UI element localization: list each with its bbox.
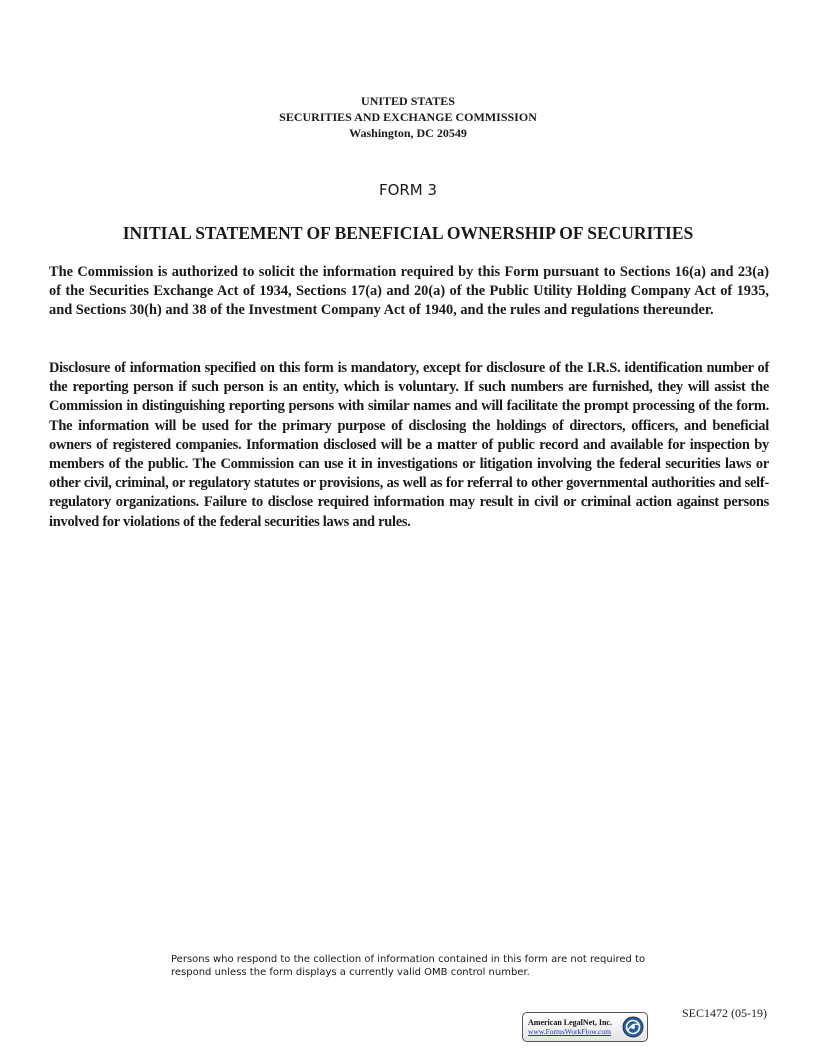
agency-country: UNITED STATES xyxy=(361,94,455,108)
globe-logo-icon xyxy=(622,1016,644,1038)
agency-name: SECURITIES AND EXCHANGE COMMISSION xyxy=(279,110,537,124)
document-title: INITIAL STATEMENT OF BENEFICIAL OWNERSHIP OF SECURITIES xyxy=(122,223,694,243)
publisher-text xyxy=(528,1018,612,1036)
omb-notice: Persons who respond to the collection of information contained in this form are not required to respond unless the form displays a currently valid OMB control number. xyxy=(171,954,646,978)
form-number-title: FORM 3 xyxy=(378,181,438,199)
agency-header xyxy=(0,93,816,141)
publisher-badge[interactable] xyxy=(522,1012,648,1042)
publisher-name: American LegalNet, Inc. xyxy=(528,1018,612,1027)
disclosure-paragraph: Disclosure of information specified on this form is mandatory, except for disclosure of the I.R.S. identification number of the reporting person if such person is an entity, which is voluntary. If such numbers are furnished, they will assist the Commission in distinguishing reporting persons with similar names and will facilitate the prompt processing of the form. The information will be used for the primary purpose of disclosing the holdings of directors, officers, and beneficial owners of registered companies. Information disclosed will be a matter of public record and available for inspection by members of the public. The Commission can use it in investigations or litigation involving the federal securities laws or other civil, criminal, or regulatory statutes or provisions, as well as for referral to other governmental authorities and self-regulatory organizations. Failure to disclose required information may result in civil or criminal action against persons involved for violations of the federal securities laws and rules. xyxy=(49,360,769,530)
publisher-link[interactable]: www.FormsWorkFlow.com xyxy=(528,1027,612,1036)
authority-paragraph: The Commission is authorized to solicit the information required by this Form pursuant to Sections 16(a) and 23(a) of the Securities Exchange Act of 1934, Sections 17(a) and 20(a) of the Public Utility Holding Company Act of 1935, and Sections 30(h) and 38 of the Investment Company Act of 1940, and the rules and regulations thereunder. xyxy=(49,264,769,319)
form-code: SEC1472 (05-19) xyxy=(682,1006,767,1020)
agency-address: Washington, DC 20549 xyxy=(349,126,467,140)
